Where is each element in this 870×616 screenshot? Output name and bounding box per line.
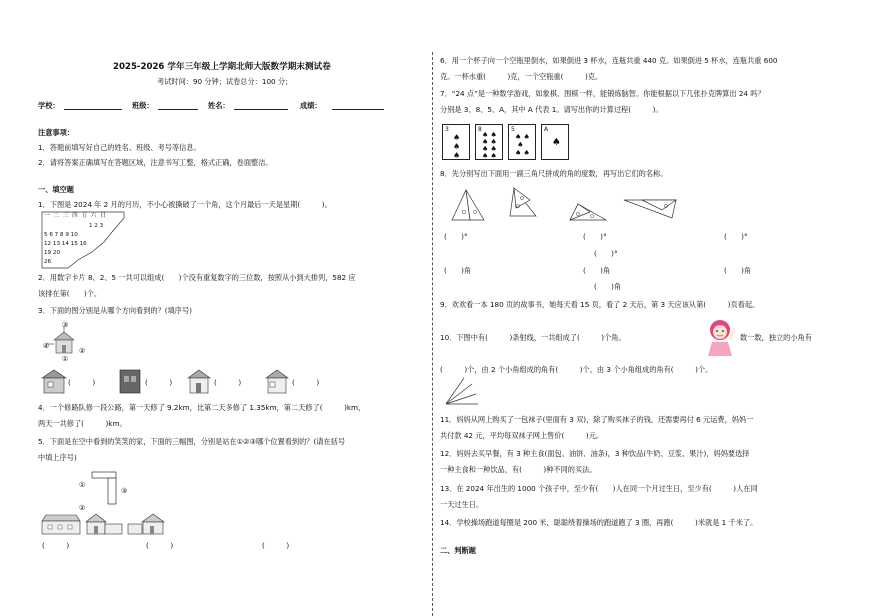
notice-heading: 注意事项：: [38, 128, 74, 137]
calendar-row-2: 5 6 7 8 9 10: [44, 232, 78, 238]
question-10-line-2: ( )个，由 2 个小角组成的角有( )个，由 3 个小角组成的角有( )个。: [440, 365, 713, 374]
house-view-c-icon: [186, 368, 212, 394]
calendar-row-5: 26: [44, 259, 52, 265]
exam-title: 2025-2026 学年三年级上学期北师大版数学期末测试卷: [113, 62, 331, 72]
calendar-row-1: 1 2 3: [89, 223, 104, 229]
question-12-line-1: 12．妈妈去买早餐，有 3 种主食(面包、油饼、油条)，3 种饮品(牛奶、豆浆、果汁)，妈妈要选择: [440, 449, 750, 458]
rays-angle-figure: [444, 376, 480, 406]
q8-degree-3[interactable]: ( )°: [724, 232, 748, 241]
question-11-line-2: 共付款 42 元，平均每双袜子网上售价( )元。: [440, 431, 604, 440]
set-square-pair-3-icon: [568, 200, 608, 224]
q8-degree-4[interactable]: ( )°: [594, 249, 618, 258]
q5-answer-c[interactable]: ( ): [262, 541, 290, 550]
q5-answer-b[interactable]: ( ): [146, 541, 174, 550]
q5-answer-a[interactable]: ( ): [42, 541, 70, 550]
question-13-line-2: 一天过生日。: [440, 500, 484, 509]
section-2-heading: 二、判断题: [440, 546, 476, 555]
q3-answer-c[interactable]: ( ): [214, 378, 242, 387]
q8-angle-2[interactable]: ( )角: [583, 266, 611, 275]
q7-card-8: 8 ♠ ♠ ♠ ♠ ♠ ♠ ♠ ♠: [475, 124, 503, 160]
q8-angle-3[interactable]: ( )角: [724, 266, 752, 275]
q3-answer-a[interactable]: ( ): [68, 378, 96, 387]
score-label: 成绩：: [300, 101, 322, 110]
house-view-b-icon: [118, 368, 142, 394]
school-label: 学校：: [38, 101, 60, 110]
q7-card-a: A ♠: [541, 124, 569, 160]
torn-calendar-figure: [42, 212, 132, 268]
q5-view-b-icon: [84, 512, 124, 536]
set-square-pair-2-icon: [506, 186, 538, 222]
notice-item-1: 1．答题前填写好自己的姓名、班级、考号等信息。: [38, 143, 201, 152]
q8-angle-1[interactable]: ( )角: [444, 266, 472, 275]
calendar-header: 一 二 三 四 五 六 日: [44, 213, 107, 219]
q3-label-2: ②: [79, 347, 86, 355]
school-field[interactable]: [64, 102, 122, 110]
question-7-line-1: 7．“24 点”是一种数学游戏，如象棋、围棋一样，能锻炼脑智。你能根据以下几张扑克牌算出 24 吗？: [440, 89, 765, 98]
question-5-line-2: 中填上序号): [38, 453, 77, 462]
question-8: 8．先分别写出下面用一副三角尺拼成的角的度数，再写出它们的名称。: [440, 169, 668, 178]
question-5-line-1: 5．下面是在空中看到的笑笑的家，下面的三幅图，分别是站在①②③哪个位置看到的？(请在括号: [38, 437, 346, 446]
question-6-line-1: 6．用一个杯子向一个空瓶里倒水，如果倒进 3 杯水，连瓶共重 440 克。如果倒进 5 杯水，连瓶共重 600: [440, 56, 778, 65]
question-14: 14．学校操场跑道每圈是 200 米，聪聪绕着操场的跑道跑了 3 圈，再跑( )米就是 1 千米了。: [440, 518, 758, 527]
top-view-plan-icon: [90, 470, 120, 510]
q8-angle-4[interactable]: ( )角: [594, 282, 622, 291]
class-field[interactable]: [158, 102, 198, 110]
q5-label-1: ①: [79, 481, 86, 489]
calendar-row-3: 12 13 14 15 16: [44, 241, 87, 247]
question-2-line-1: 2．用数字卡片 8、2、5 一共可以组成( )个没有重复数字的三位数，按照从小到大排列，582 应: [38, 273, 356, 282]
q8-degree-2[interactable]: ( )°: [583, 232, 607, 241]
section-1-heading: 一、填空题: [38, 185, 74, 194]
column-divider: [432, 52, 433, 616]
question-11-line-1: 11．妈妈从网上购买了一包袜子(里面有 3 双)，除了购买袜子的钱，还需要再付 6 元运费，妈妈一: [440, 415, 754, 424]
question-2-line-2: 该排在第( )个。: [38, 289, 102, 298]
house-view-d-icon: [264, 368, 290, 394]
name-field[interactable]: [234, 102, 288, 110]
notice-item-2: 2．请将答案正确填写在答题区域，注意书写工整，格式正确，卷面整洁。: [38, 158, 273, 167]
q5-label-3: ③: [121, 487, 128, 495]
q3-label-3: ③: [62, 321, 69, 329]
question-3: 3．下面的图分别是从哪个方向看到的？(填序号): [38, 306, 192, 315]
set-square-pair-1-icon: [448, 186, 488, 224]
q5-view-c-icon: [126, 512, 168, 536]
girl-character-icon: [704, 316, 738, 358]
spade-icon: ♠ ♠ ♠ ♠ ♠: [515, 133, 530, 157]
question-6-line-2: 克。一杯水重( )克，一个空瓶重( )克。: [440, 72, 603, 81]
q7-card-3: 3 ♠ ♠ ♠: [442, 124, 470, 160]
spade-icon: ♠ ♠ ♠: [453, 133, 461, 160]
q7-card-5: 5 ♠ ♠ ♠ ♠ ♠: [508, 124, 536, 160]
question-4-line-2: 两天一共修了( )km。: [38, 419, 127, 428]
class-label: 班级：: [132, 101, 154, 110]
name-label: 姓名：: [208, 101, 230, 110]
q3-label-1: ①: [62, 355, 69, 363]
house-3d-icon: [50, 330, 80, 356]
calendar-row-4: 19 20: [44, 250, 61, 256]
question-4-line-1: 4．一个修路队修一段公路，第一天修了 9.2km，比第二天多修了 1.35km，第二天修了( )km，: [38, 403, 366, 412]
q8-degree-1[interactable]: ( )°: [444, 232, 468, 241]
house-view-a-icon: [40, 368, 68, 394]
score-field[interactable]: [332, 102, 384, 110]
question-1: 1．下图是 2024 年 2 月的月历，不小心被撕破了一个角，这个月最后一天是星期( )。: [38, 200, 332, 209]
exam-meta: 考试时间：90 分钟；试卷总分：100 分；: [157, 77, 293, 86]
question-7-line-2: 分别是 3、8、5、A，其中 A 代表 1。请写出你的计算过程( )。: [440, 105, 663, 114]
q5-view-a-icon: [40, 513, 82, 535]
question-10-line-1: 10．下图中有( )条射线，一共组成了( )个角。: [440, 333, 626, 342]
q5-label-2: ②: [79, 504, 86, 512]
question-9: 9．欢欢看一本 180 页的故事书，她每天看 15 页，看了 2 天后，第 3 天应该从第( )页看起。: [440, 300, 760, 309]
set-square-pair-4-icon: [622, 196, 678, 222]
q3-label-4: ④: [43, 342, 50, 350]
q3-answer-b[interactable]: ( ): [145, 378, 173, 387]
spade-icon: ♠: [552, 137, 561, 148]
question-13-line-1: 13．在 2024 年出生的 1000 个孩子中，至少有( )人在同一个月过生日，至少有( )人在同: [440, 484, 758, 493]
question-12-line-2: 一种主食和一种饮品，有( )种不同的买法。: [440, 465, 597, 474]
spade-icon: ♠ ♠ ♠ ♠ ♠ ♠ ♠ ♠: [482, 131, 497, 160]
q10-speech-bubble: 数一数，独立的小角有: [740, 333, 812, 342]
q3-answer-d[interactable]: ( ): [292, 378, 320, 387]
